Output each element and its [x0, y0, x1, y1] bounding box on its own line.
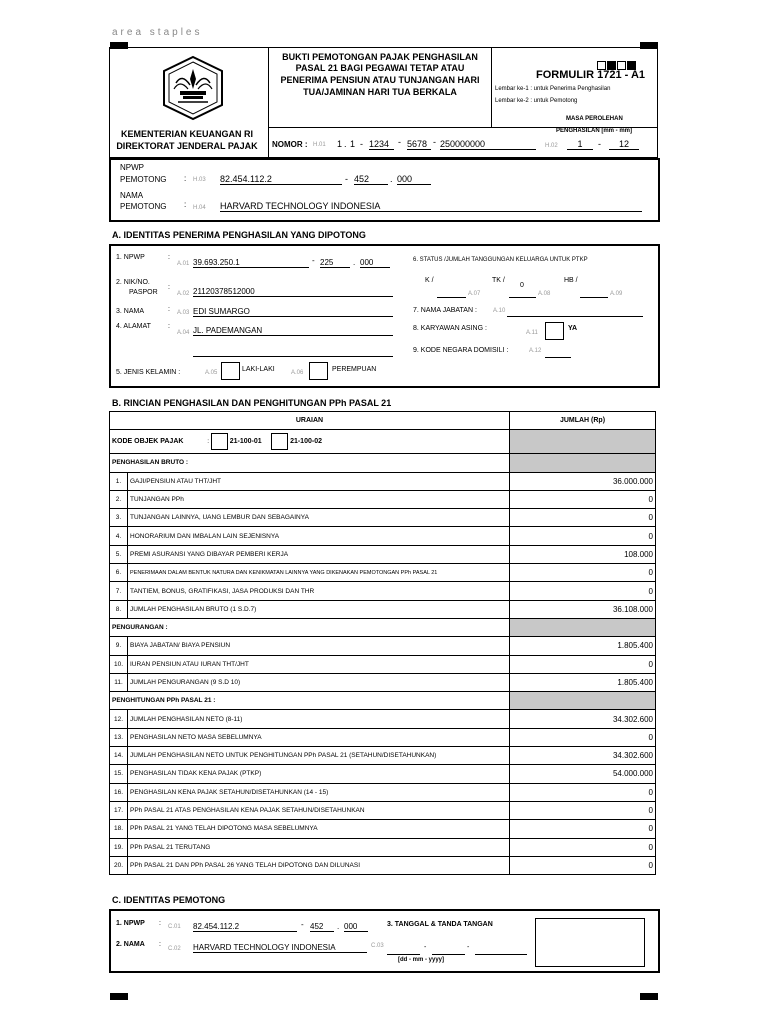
masa-to-field[interactable]: 12	[609, 139, 639, 150]
row-number: 13.	[110, 728, 128, 746]
pengurangan-header: PENGURANGAN :	[110, 618, 510, 636]
row-value[interactable]: 0	[510, 509, 656, 527]
table-row	[110, 747, 656, 765]
laki-laki-checkbox[interactable]	[221, 362, 240, 380]
nik-label: PASPOR	[129, 289, 158, 296]
field-code: A.03	[177, 310, 190, 316]
row-value[interactable]: 0	[510, 820, 656, 838]
row-value[interactable]: 34.302.600	[510, 710, 656, 728]
nama-label: NAMA	[120, 191, 144, 200]
pemotong-box	[109, 158, 660, 222]
karyawan-asing-checkbox[interactable]	[545, 322, 564, 340]
row-number: 5.	[110, 545, 128, 563]
ministry-name: KEMENTERIAN KEUANGAN RI	[120, 129, 253, 139]
field-code: C.02	[168, 946, 181, 952]
row-number: 15.	[110, 765, 128, 783]
field-code: H.02	[545, 143, 558, 149]
row-number: 7.	[110, 582, 128, 600]
row-number: 2.	[110, 490, 128, 508]
field-code: A.01	[177, 261, 190, 267]
row-label: PREMI ASURANSI YANG DIBAYAR PEMBERI KERJA	[128, 545, 510, 563]
row-number: 4.	[110, 527, 128, 545]
nama-label: 3. NAMA	[116, 308, 145, 315]
masa-label: PENGHASILAN [mm - mm]	[556, 128, 633, 134]
form-title-line: BUKTI PEMOTONGAN PAJAK PENGHASILAN	[282, 52, 478, 62]
field-code: A.08	[538, 291, 551, 297]
field-code: A.12	[529, 348, 542, 354]
row-label: JUMLAH PENGURANGAN (9 S.D 10)	[128, 673, 510, 691]
corner-mark	[640, 993, 658, 1000]
tk-value[interactable]: 0	[520, 282, 524, 289]
row-number: 1.	[110, 472, 128, 490]
table-row	[110, 490, 656, 508]
pemotong-nama-field[interactable]: HARVARD TECHNOLOGY INDONESIA	[220, 201, 642, 212]
c-nama-field[interactable]: HARVARD TECHNOLOGY INDONESIA	[193, 943, 367, 953]
pemotong-npwp-b[interactable]: 452	[354, 174, 388, 185]
status-ptkp-label: 6. STATUS /JUMLAH TANGGUNGAN KELUARGA UNTUK PTKP	[413, 257, 588, 263]
row-value[interactable]: 1.805.400	[510, 637, 656, 655]
staples-area-label: area staples	[112, 27, 203, 38]
formulir-code: FORMULIR 1721 - A1	[536, 69, 646, 81]
table-row	[110, 564, 656, 582]
row-value[interactable]: 36.108.000	[510, 600, 656, 618]
form-title-line: PASAL 21 BAGI PEGAWAI TETAP ATAU	[295, 63, 465, 73]
field-code: H.03	[193, 177, 206, 183]
table-row	[110, 728, 656, 746]
date-format-hint: [dd - mm - yyyy]	[398, 957, 445, 963]
table-row	[110, 801, 656, 819]
col-jumlah-header: JUMLAH (Rp)	[510, 412, 656, 430]
section-a-title: A. IDENTITAS PENERIMA PENGHASILAN YANG DIPOTONG	[112, 230, 366, 240]
signature-box[interactable]	[535, 918, 645, 967]
row-label: TANTIEM, BONUS, GRATIFIKASI, JASA PRODUKSI DAN THR	[128, 582, 510, 600]
k-label: K /	[425, 277, 434, 284]
row-value[interactable]: 36.000.000	[510, 472, 656, 490]
jabatan-label: 7. NAMA JABATAN :	[413, 307, 477, 314]
row-number: 16.	[110, 783, 128, 801]
npwp-label: 1. NPWP	[116, 254, 145, 261]
row-label: JUMLAH PENGHASILAN BRUTO (1 S.D.7)	[128, 600, 510, 618]
pemotong-npwp-a[interactable]: 82.454.112.2	[220, 174, 342, 185]
field-code: A.07	[468, 291, 481, 297]
row-number: 11.	[110, 673, 128, 691]
row-label: IURAN PENSIUN ATAU IURAN THT/JHT	[128, 655, 510, 673]
table-row	[110, 655, 656, 673]
masa-separator: -	[598, 139, 601, 149]
row-number: 20.	[110, 856, 128, 874]
npwp-label: 1. NPWP	[116, 920, 145, 927]
c-npwp-b[interactable]: 452	[310, 922, 334, 932]
row-number: 10.	[110, 655, 128, 673]
field-code: C.03	[371, 943, 384, 949]
row-value[interactable]: 0	[510, 801, 656, 819]
kode-objek-label: KODE OBJEK PAJAK	[112, 438, 184, 446]
row-value[interactable]: 1.805.400	[510, 673, 656, 691]
row-number: 18.	[110, 820, 128, 838]
nama-label: 2. NAMA	[116, 941, 145, 948]
row-number: 12.	[110, 710, 128, 728]
masa-from-field[interactable]: 1	[567, 139, 593, 150]
kode-objek-row: KODE OBJEK PAJAK : 21-100-01 21-100-02	[110, 430, 510, 454]
row-label: PENGHASILAN NETO MASA SEBELUMNYA	[128, 728, 510, 746]
nik-label: 2. NIK/NO.	[116, 279, 150, 286]
row-value[interactable]: 34.302.600	[510, 747, 656, 765]
row-value[interactable]: 0	[510, 856, 656, 874]
nomor-part-d[interactable]: 5678	[407, 139, 431, 150]
table-row	[110, 637, 656, 655]
field-code: H.01	[313, 142, 326, 148]
row-label: PPh PASAL 21 YANG TELAH DIPOTONG MASA SEBELUMNYA	[128, 820, 510, 838]
field-code: A.04	[177, 330, 190, 336]
row-value[interactable]: 0	[510, 582, 656, 600]
bruto-header: PENGHASILAN BRUTO :	[110, 454, 510, 472]
npwp-label: NPWP	[120, 163, 144, 172]
c-npwp-a[interactable]: 82.454.112.2	[193, 922, 297, 932]
table-row	[110, 838, 656, 856]
field-code: A.02	[177, 291, 190, 297]
table-row	[110, 856, 656, 874]
table-row	[110, 509, 656, 527]
row-label: PENERIMAAN DALAM BENTUK NATURA DAN KENIKMATAN LAINNYA YANG DIKENAKAN PEMOTONGAN PPh PASAL 21	[128, 564, 510, 582]
row-number: 14.	[110, 747, 128, 765]
row-number: 9.	[110, 637, 128, 655]
kode-21-100-01-checkbox[interactable]	[211, 433, 228, 450]
row-label: PENGHASILAN TIDAK KENA PAJAK (PTKP)	[128, 765, 510, 783]
nama-label: PEMOTONG	[120, 202, 167, 211]
penerima-nama-field[interactable]: EDI SUMARGO	[193, 307, 393, 317]
nik-field[interactable]: 21120378512000	[193, 287, 393, 297]
c-npwp-c[interactable]: 000	[344, 922, 368, 932]
table-row	[110, 765, 656, 783]
table-row	[110, 710, 656, 728]
section-c-title: C. IDENTITAS PEMOTONG	[112, 895, 226, 905]
row-label: PPh PASAL 21 ATAS PENGHASILAN KENA PAJAK SETAHUN/DISETAHUNKAN	[128, 801, 510, 819]
kode-21-100-02-checkbox[interactable]	[271, 433, 288, 450]
hb-label: HB /	[564, 277, 578, 284]
table-row	[110, 545, 656, 563]
field-code: H.04	[193, 205, 206, 211]
form-title-line: PENERIMA PENSIUN ATAU TUNJANGAN HARI	[280, 75, 480, 85]
alamat-label: 4. ALAMAT	[116, 323, 151, 330]
lembar-1-note: Lembar ke-1 : untuk Penerima Penghasilan	[495, 86, 611, 92]
section-b-title: B. RINCIAN PENGHASILAN DAN PENGHITUNGAN PPh PASAL 21	[112, 398, 392, 408]
row-label: GAJI/PENSIUN ATAU THT/JHT	[128, 472, 510, 490]
table-row	[110, 472, 656, 490]
penerima-npwp-c[interactable]: 000	[360, 258, 390, 268]
row-number: 6.	[110, 564, 128, 582]
col-uraian-header: URAIAN	[110, 412, 510, 430]
table-row	[110, 582, 656, 600]
row-value[interactable]: 0	[510, 527, 656, 545]
masa-label: MASA PEROLEHAN	[566, 116, 623, 122]
jenis-kelamin-label: 5. JENIS KELAMIN :	[116, 369, 181, 376]
row-label: JUMLAH PENGHASILAN NETO UNTUK PENGHITUNGAN PPh PASAL 21 (SETAHUN/DISETAHUNKAN)	[128, 747, 510, 765]
row-value[interactable]: 0	[510, 564, 656, 582]
penerima-npwp-a[interactable]: 39.693.250.1	[193, 258, 309, 268]
field-code: A.11	[526, 330, 538, 336]
row-label: TUNJANGAN PPh	[128, 490, 510, 508]
perempuan-checkbox[interactable]	[309, 362, 328, 380]
row-label: BIAYA JABATAN/ BIAYA PENSIUN	[128, 637, 510, 655]
table-row	[110, 820, 656, 838]
nomor-part-c[interactable]: 1234	[369, 139, 394, 150]
row-label: PPh PASAL 21 DAN PPh PASAL 26 YANG TELAH DIPOTONG DAN DILUNASI	[128, 856, 510, 874]
nomor-part-a: 1	[337, 139, 343, 149]
table-row	[110, 600, 656, 618]
row-label: JUMLAH PENGHASILAN NETO (8-11)	[128, 710, 510, 728]
row-number: 8.	[110, 600, 128, 618]
row-label: TUNJANGAN LAINNYA, UANG LEMBUR DAN SEBAGAINYA	[128, 509, 510, 527]
perempuan-label: PEREMPUAN	[332, 366, 377, 373]
tanggal-ttd-label: 3. TANGGAL & TANDA TANGAN	[387, 921, 493, 928]
table-row	[110, 673, 656, 691]
nomor-label: NOMOR :	[272, 140, 308, 149]
karyawan-asing-label: 8. KARYAWAN ASING :	[413, 325, 487, 332]
row-value[interactable]: 0	[510, 838, 656, 856]
nomor-part-b: 1	[350, 139, 356, 149]
pemotong-npwp-c[interactable]: 000	[397, 174, 431, 185]
kode-21-100-01-label: 21-100-01	[229, 438, 262, 446]
row-number: 3.	[110, 509, 128, 527]
field-code: A.06	[291, 370, 304, 376]
row-label: PPh PASAL 21 TERUTANG	[128, 838, 510, 856]
row-value[interactable]: 0	[510, 655, 656, 673]
row-value[interactable]: 0	[510, 728, 656, 746]
table-row	[110, 527, 656, 545]
corner-mark	[110, 993, 128, 1000]
directorate-name: DIREKTORAT JENDERAL PAJAK	[116, 141, 258, 151]
row-number: 17.	[110, 801, 128, 819]
row-value[interactable]: 108.000	[510, 545, 656, 563]
lembar-2-note: Lembar ke-2 : untuk Pemotong	[495, 98, 578, 104]
field-code: A.09	[610, 291, 623, 297]
penerima-npwp-b[interactable]: 225	[320, 258, 350, 268]
form-title-line: TUA/JAMINAN HARI TUA BERKALA	[303, 87, 457, 97]
tk-label: TK /	[492, 277, 505, 284]
row-label: HONORARIUM DAN IMBALAN LAIN SEJENISNYA	[128, 527, 510, 545]
field-code: A.10	[493, 308, 506, 314]
row-value[interactable]: 0	[510, 490, 656, 508]
row-value[interactable]: 54.000.000	[510, 765, 656, 783]
field-code: A.05	[205, 370, 218, 376]
ya-label: YA	[568, 325, 578, 332]
rincian-table	[109, 411, 656, 875]
kemenkeu-logo-icon	[158, 55, 228, 121]
nomor-part-e[interactable]: 250000000	[440, 139, 536, 150]
alamat-field[interactable]: JL. PADEMANGAN	[193, 326, 393, 336]
table-row	[110, 783, 656, 801]
row-value[interactable]: 0	[510, 783, 656, 801]
row-number: 19.	[110, 838, 128, 856]
penghitungan-header: PENGHITUNGAN PPh PASAL 21 :	[110, 692, 510, 710]
row-label: PENGHASILAN KENA PAJAK SETAHUN/DISETAHUNKAN (14 - 15)	[128, 783, 510, 801]
kode-21-100-02-label: 21-100-02	[290, 438, 322, 446]
field-code: C.01	[168, 924, 181, 930]
kode-negara-label: 9. KODE NEGARA DOMISILI :	[413, 347, 509, 354]
npwp-label: PEMOTONG	[120, 175, 167, 184]
laki-laki-label: LAKI-LAKI	[242, 366, 275, 373]
